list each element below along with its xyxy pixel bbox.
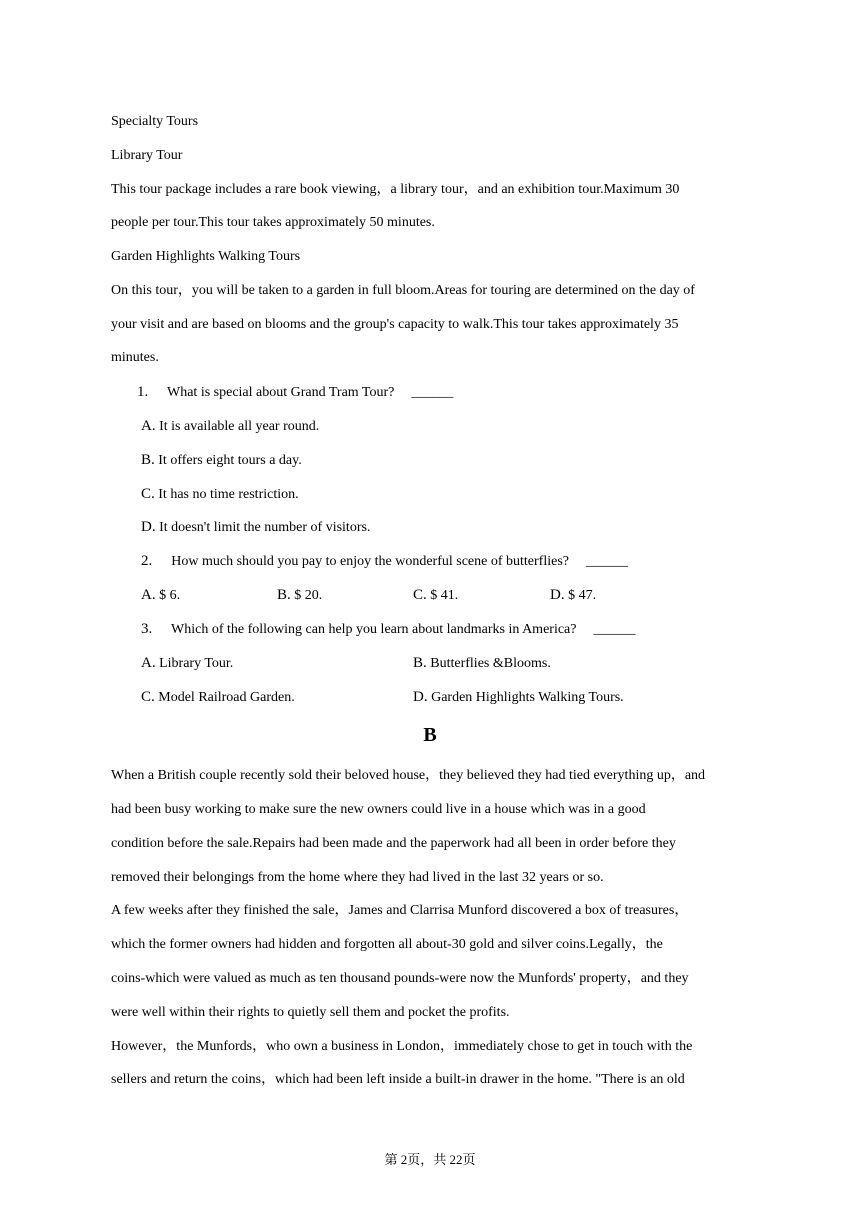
question-number: 1. [137,384,149,400]
question-text: Which of the following can help you learn about landmarks in America? [171,622,577,637]
passage-line: which the former owners had hidden and forgotten all about-30 gold and silver coins.Legally，the [111,937,663,952]
option-letter: A. [141,418,156,434]
option-text: Library Tour. [159,656,234,671]
passage-line: A few weeks after they finished the sale，James and Clarrisa Munford discovered a box of treasures， [111,903,689,918]
option-letter: B. [277,587,291,603]
passage-line: had been busy working to make sure the new owners could live in a house which was in a good [111,802,646,817]
option-text: Garden Highlights Walking Tours. [431,690,624,705]
option-text: $ 20. [294,588,323,603]
option-b [277,586,322,605]
question-2 [141,552,628,571]
option-text: It has no time restriction. [158,487,299,502]
option-letter: D. [141,519,156,535]
passage-line: When a British couple recently sold their beloved house，they believed they had tied everything up，and [111,768,706,783]
option-letter: B. [413,655,427,671]
option-b [413,654,551,673]
option-letter: C. [141,486,155,502]
passage-line: were well within their rights to quietly sell them and pocket the profits. [111,1005,510,1020]
library-tour-text: This tour package includes a rare book viewing，a library tour，and an exhibition tour.Maximum 30 [111,182,680,197]
option-d [550,586,596,605]
library-tour-title: Library Tour [111,148,183,163]
question-text: What is special about Grand Tram Tour? [167,385,395,400]
garden-tour-text: your visit and are based on blooms and the group's capacity to walk.This tour takes approximately 35 [111,317,679,332]
question-number: 3. [141,621,153,637]
option-text: $ 47. [568,588,597,603]
option-text: $ 6. [159,588,181,603]
option-text: $ 41. [430,588,459,603]
question-number: 2. [141,553,153,569]
option-text: Butterflies &Blooms. [430,656,551,671]
garden-tour-title: Garden Highlights Walking Tours [111,249,301,264]
passage-line: coins-which were valued as much as ten thousand pounds-were now the Munfords' property，and they [111,971,689,986]
option-a [141,586,180,605]
section-b-heading: B [423,724,437,746]
passage-line: However，the Munfords，who own a business in London，immediately chose to get in touch with the [111,1039,693,1054]
passage-line: sellers and return the coins，which had been left inside a built-in drawer in the home. "There is an old [111,1072,685,1087]
passage-line: condition before the sale.Repairs had been made and the paperwork had all been in order before they [111,836,676,851]
garden-tour-text: minutes. [111,350,159,365]
question-3 [141,620,635,639]
option-c [141,485,299,504]
option-letter: D. [550,587,565,603]
option-letter: A. [141,655,156,671]
option-letter: D. [413,689,428,705]
option-text: It offers eight tours a day. [158,453,302,468]
option-a [141,654,233,673]
option-c [141,688,295,707]
option-letter: A. [141,587,156,603]
option-text: Model Railroad Garden. [158,690,295,705]
option-d [413,688,624,707]
option-d [141,518,370,537]
answer-blank[interactable]: ______ [586,554,628,569]
section-heading: Specialty Tours [111,114,199,129]
passage-line: removed their belongings from the home where they had lived in the last 32 years or so. [111,870,604,885]
page-footer: 第 2页，共 22页 [384,1152,476,1167]
option-b [141,451,302,470]
option-a [141,417,319,436]
option-c [413,586,458,605]
option-text: It is available all year round. [159,419,320,434]
library-tour-text: people per tour.This tour takes approximately 50 minutes. [111,215,435,230]
answer-blank[interactable]: ______ [411,385,454,400]
answer-blank[interactable]: ______ [593,622,636,637]
option-letter: B. [141,452,155,468]
question-text: How much should you pay to enjoy the wonderful scene of butterflies? [171,554,569,569]
option-letter: C. [141,689,155,705]
option-letter: C. [413,587,427,603]
option-text: It doesn't limit the number of visitors. [159,520,371,535]
garden-tour-text: On this tour，you will be taken to a garden in full bloom.Areas for touring are determined on the day of [111,283,695,298]
question-1 [137,383,453,402]
